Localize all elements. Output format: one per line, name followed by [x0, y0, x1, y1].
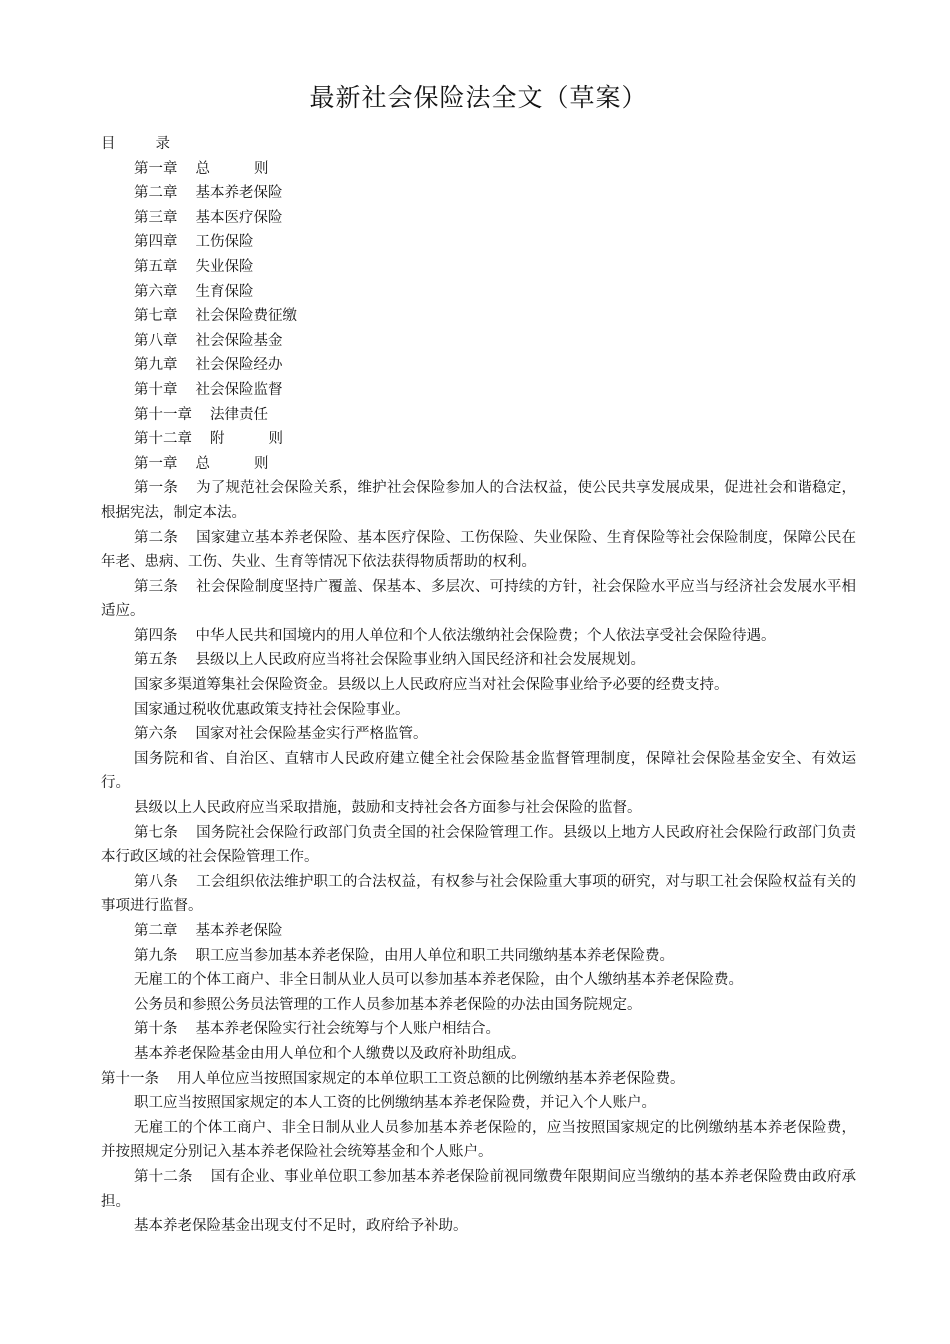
article-paragraph: 第十一条 用人单位应当按照国家规定的本单位职工工资总额的比例缴纳基本养老保险费。 [101, 1070, 685, 1087]
chapter-2-body [101, 944, 856, 1239]
article-paragraph: 第七条 国务院社会保险行政部门负责全国的社会保险管理工作。县级以上地方人民政府社会保险行政部门负责本行政区域的社会保险管理工作。 [101, 824, 856, 866]
table-of-contents [101, 157, 856, 452]
document-title: 最新社会保险法全文（草案） [309, 83, 648, 112]
chapter-heading: 第一章 总 则 [134, 455, 269, 472]
toc-item[interactable]: 第二章 基本养老保险 [134, 185, 283, 202]
article-paragraph: 县级以上人民政府应当采取措施，鼓励和支持社会各方面参与社会保险的监督。 [134, 800, 642, 817]
toc-item[interactable]: 第五章 失业保险 [134, 258, 254, 275]
article-paragraph: 基本养老保险基金由用人单位和个人缴费以及政府补助组成。 [134, 1045, 526, 1062]
toc-item[interactable]: 第四章 工伤保险 [134, 234, 254, 251]
toc-item[interactable]: 第九章 社会保险经办 [134, 357, 283, 374]
toc-item[interactable]: 第十二章 附 则 [134, 431, 283, 448]
toc-heading-left: 目 [101, 136, 116, 152]
toc-item[interactable]: 第八章 社会保险基金 [134, 332, 283, 349]
article-paragraph: 国家多渠道筹集社会保险资金。县级以上人民政府应当对社会保险事业给予必要的经费支持。 [134, 677, 729, 694]
article-paragraph: 第九条 职工应当参加基本养老保险，由用人单位和职工共同缴纳基本养老保险费。 [134, 947, 674, 964]
article-paragraph: 第十二条 国有企业、事业单位职工参加基本养老保险前视同缴费年限期间应当缴纳的基本养老保险费由政府承担。 [101, 1168, 857, 1210]
article-paragraph: 第十条 基本养老保险实行社会统筹与个人账户相结合。 [134, 1021, 500, 1038]
chapter-1-body [101, 476, 856, 919]
article-paragraph: 第六条 国家对社会保险基金实行严格监管。 [134, 726, 428, 743]
article-paragraph: 职工应当按照国家规定的本人工资的比例缴纳基本养老保险费，并记入个人账户。 [134, 1095, 656, 1112]
toc-item[interactable]: 第十一章 法律责任 [134, 406, 268, 423]
article-paragraph: 第一条 为了规范社会保险关系，维护社会保险参加人的合法权益，使公民共享发展成果，促进社会和谐稳定，根据宪法，制定本法。 [101, 480, 856, 521]
article-paragraph: 国家通过税收优惠政策支持社会保险事业。 [134, 701, 410, 718]
article-paragraph: 第五条 县级以上人民政府应当将社会保险事业纳入国民经济和社会发展规划。 [134, 652, 645, 669]
toc-item[interactable]: 第七章 社会保险费征缴 [134, 308, 297, 325]
toc-item[interactable]: 第一章 总 则 [134, 160, 269, 177]
article-paragraph: 基本养老保险基金出现支付不足时，政府给予补助。 [134, 1218, 468, 1235]
article-paragraph: 公务员和参照公务员法管理的工作人员参加基本养老保险的办法由国务院规定。 [134, 996, 642, 1013]
toc-heading [101, 132, 856, 157]
article-paragraph: 第二条 国家建立基本养老保险、基本医疗保险、工伤保险、失业保险、生育保险等社会保险制度，保障公民在年老、患病、工伤、失业、生育等情况下依法获得物质帮助的权利。 [101, 529, 856, 571]
article-paragraph: 国务院和省、自治区、直辖市人民政府建立健全社会保险基金监督管理制度，保障社会保险基金安全、有效运行。 [101, 750, 856, 792]
article-paragraph: 无雇工的个体工商户、非全日制从业人员参加基本养老保险的，应当按照国家规定的比例缴纳基本养老保险费，并按照规定分别记入基本养老保险社会统筹基金和个人账户。 [101, 1119, 856, 1161]
toc-item[interactable]: 第六章 生育保险 [134, 283, 254, 300]
article-paragraph: 第三条 社会保险制度坚持广覆盖、保基本、多层次、可持续的方针，社会保险水平应当与经济社会发展水平相适应。 [101, 578, 856, 620]
toc-heading-right: 录 [155, 136, 170, 152]
article-paragraph: 无雇工的个体工商户、非全日制从业人员可以参加基本养老保险，由个人缴纳基本养老保险费。 [134, 972, 743, 989]
toc-item[interactable]: 第十章 社会保险监督 [134, 381, 283, 398]
toc-item[interactable]: 第三章 基本医疗保险 [134, 209, 283, 226]
article-paragraph: 第四条 中华人民共和国境内的用人单位和个人依法缴纳社会保险费；个人依法享受社会保险待遇。 [134, 627, 776, 644]
document-page [101, 80, 856, 1239]
article-paragraph: 第八条 工会组织依法维护职工的合法权益，有权参与社会保险重大事项的研究，对与职工社会保险权益有关的事项进行监督。 [101, 873, 856, 915]
chapter-heading: 第二章 基本养老保险 [134, 923, 283, 939]
